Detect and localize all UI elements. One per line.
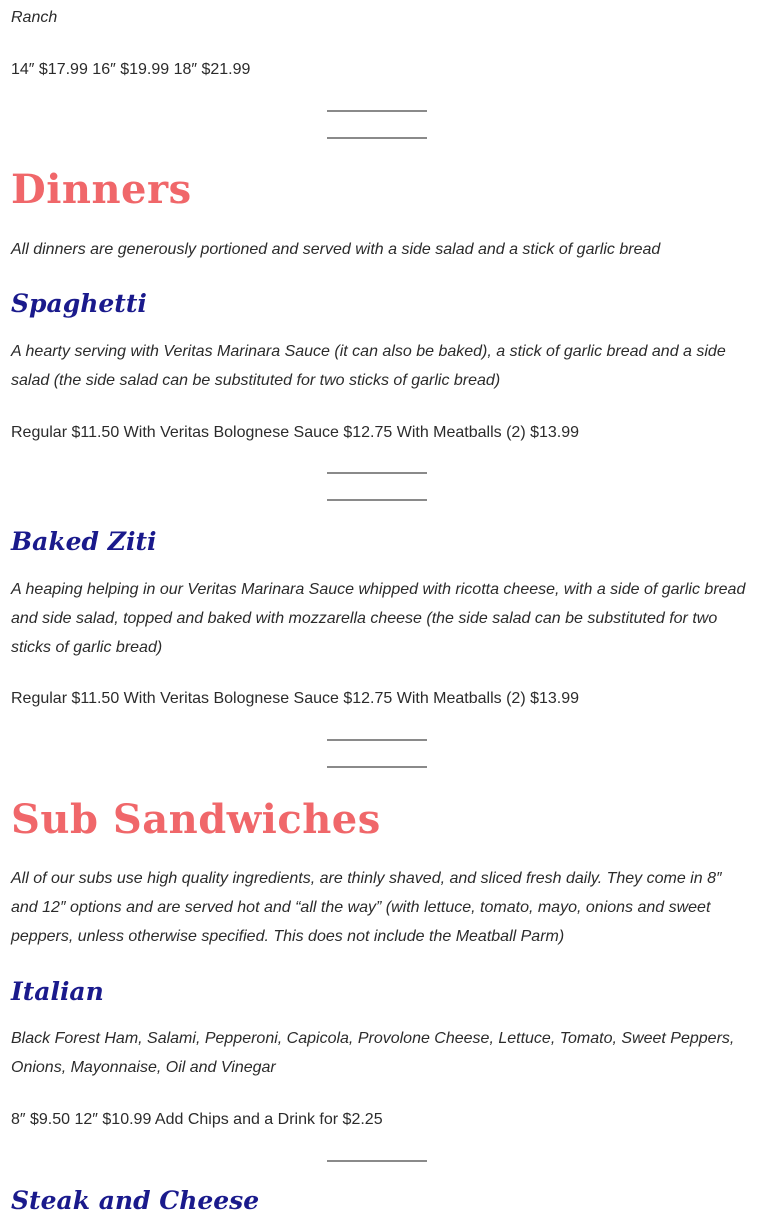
item-title-italian: Italian — [11, 977, 104, 1006]
item-description-baked-ziti: A heaping helping in our Veritas Marinara Sauce whipped with ricotta cheese, with a side of garlic bread and side salad, topped and baked with mozzarella cheese (the side salad can be substituted for two sticks of garlic bread) — [11, 581, 746, 656]
item-prices-baked-ziti: Regular $11.50 With Veritas Bolognese Sauce $12.75 With Meatballs (2) $13.99 — [11, 690, 580, 707]
pizza-prices: 14″ $17.99 16″ $19.99 18″ $21.99 — [11, 61, 251, 78]
dinners-heading: Dinners — [11, 166, 192, 213]
section-divider — [327, 110, 427, 140]
item-title-baked-ziti: Baked Ziti — [11, 527, 157, 556]
item-divider — [327, 472, 427, 502]
pizza-description-tail: Ranch — [11, 9, 58, 26]
item-title-steak-and-cheese: Steak and Cheese — [11, 1186, 260, 1215]
item-description-spaghetti: A hearty serving with Veritas Marinara Sauce (it can also be baked), a stick of garlic bread and a side salad (the side salad can be substituted for two sticks of garlic bread) — [11, 343, 726, 389]
sub-sandwiches-intro: All of our subs use high quality ingredients, are thinly shaved, and sliced fresh daily. They come in 8″ and 12″ options and are served hot and “all the way” (with lettuce, tomato, mayo, onions and sweet peppers, unless otherwise specified. This does not include the Meatball Parm) — [11, 870, 722, 945]
item-description-italian: Black Forest Ham, Salami, Pepperoni, Capicola, Provolone Cheese, Lettuce, Tomato, Sweet Peppers, Onions, Mayonnaise, Oil and Vinegar — [11, 1030, 735, 1076]
item-prices-spaghetti: Regular $11.50 With Veritas Bolognese Sauce $12.75 With Meatballs (2) $13.99 — [11, 424, 580, 441]
sub-sandwiches-heading: Sub Sandwiches — [11, 796, 381, 843]
item-divider — [327, 1160, 427, 1162]
section-divider — [327, 739, 427, 769]
item-prices-italian: 8″ $9.50 12″ $10.99 Add Chips and a Drink for $2.25 — [11, 1111, 383, 1128]
item-title-spaghetti: Spaghetti — [11, 289, 147, 318]
dinners-intro: All dinners are generously portioned and served with a side salad and a stick of garlic bread — [11, 241, 661, 258]
